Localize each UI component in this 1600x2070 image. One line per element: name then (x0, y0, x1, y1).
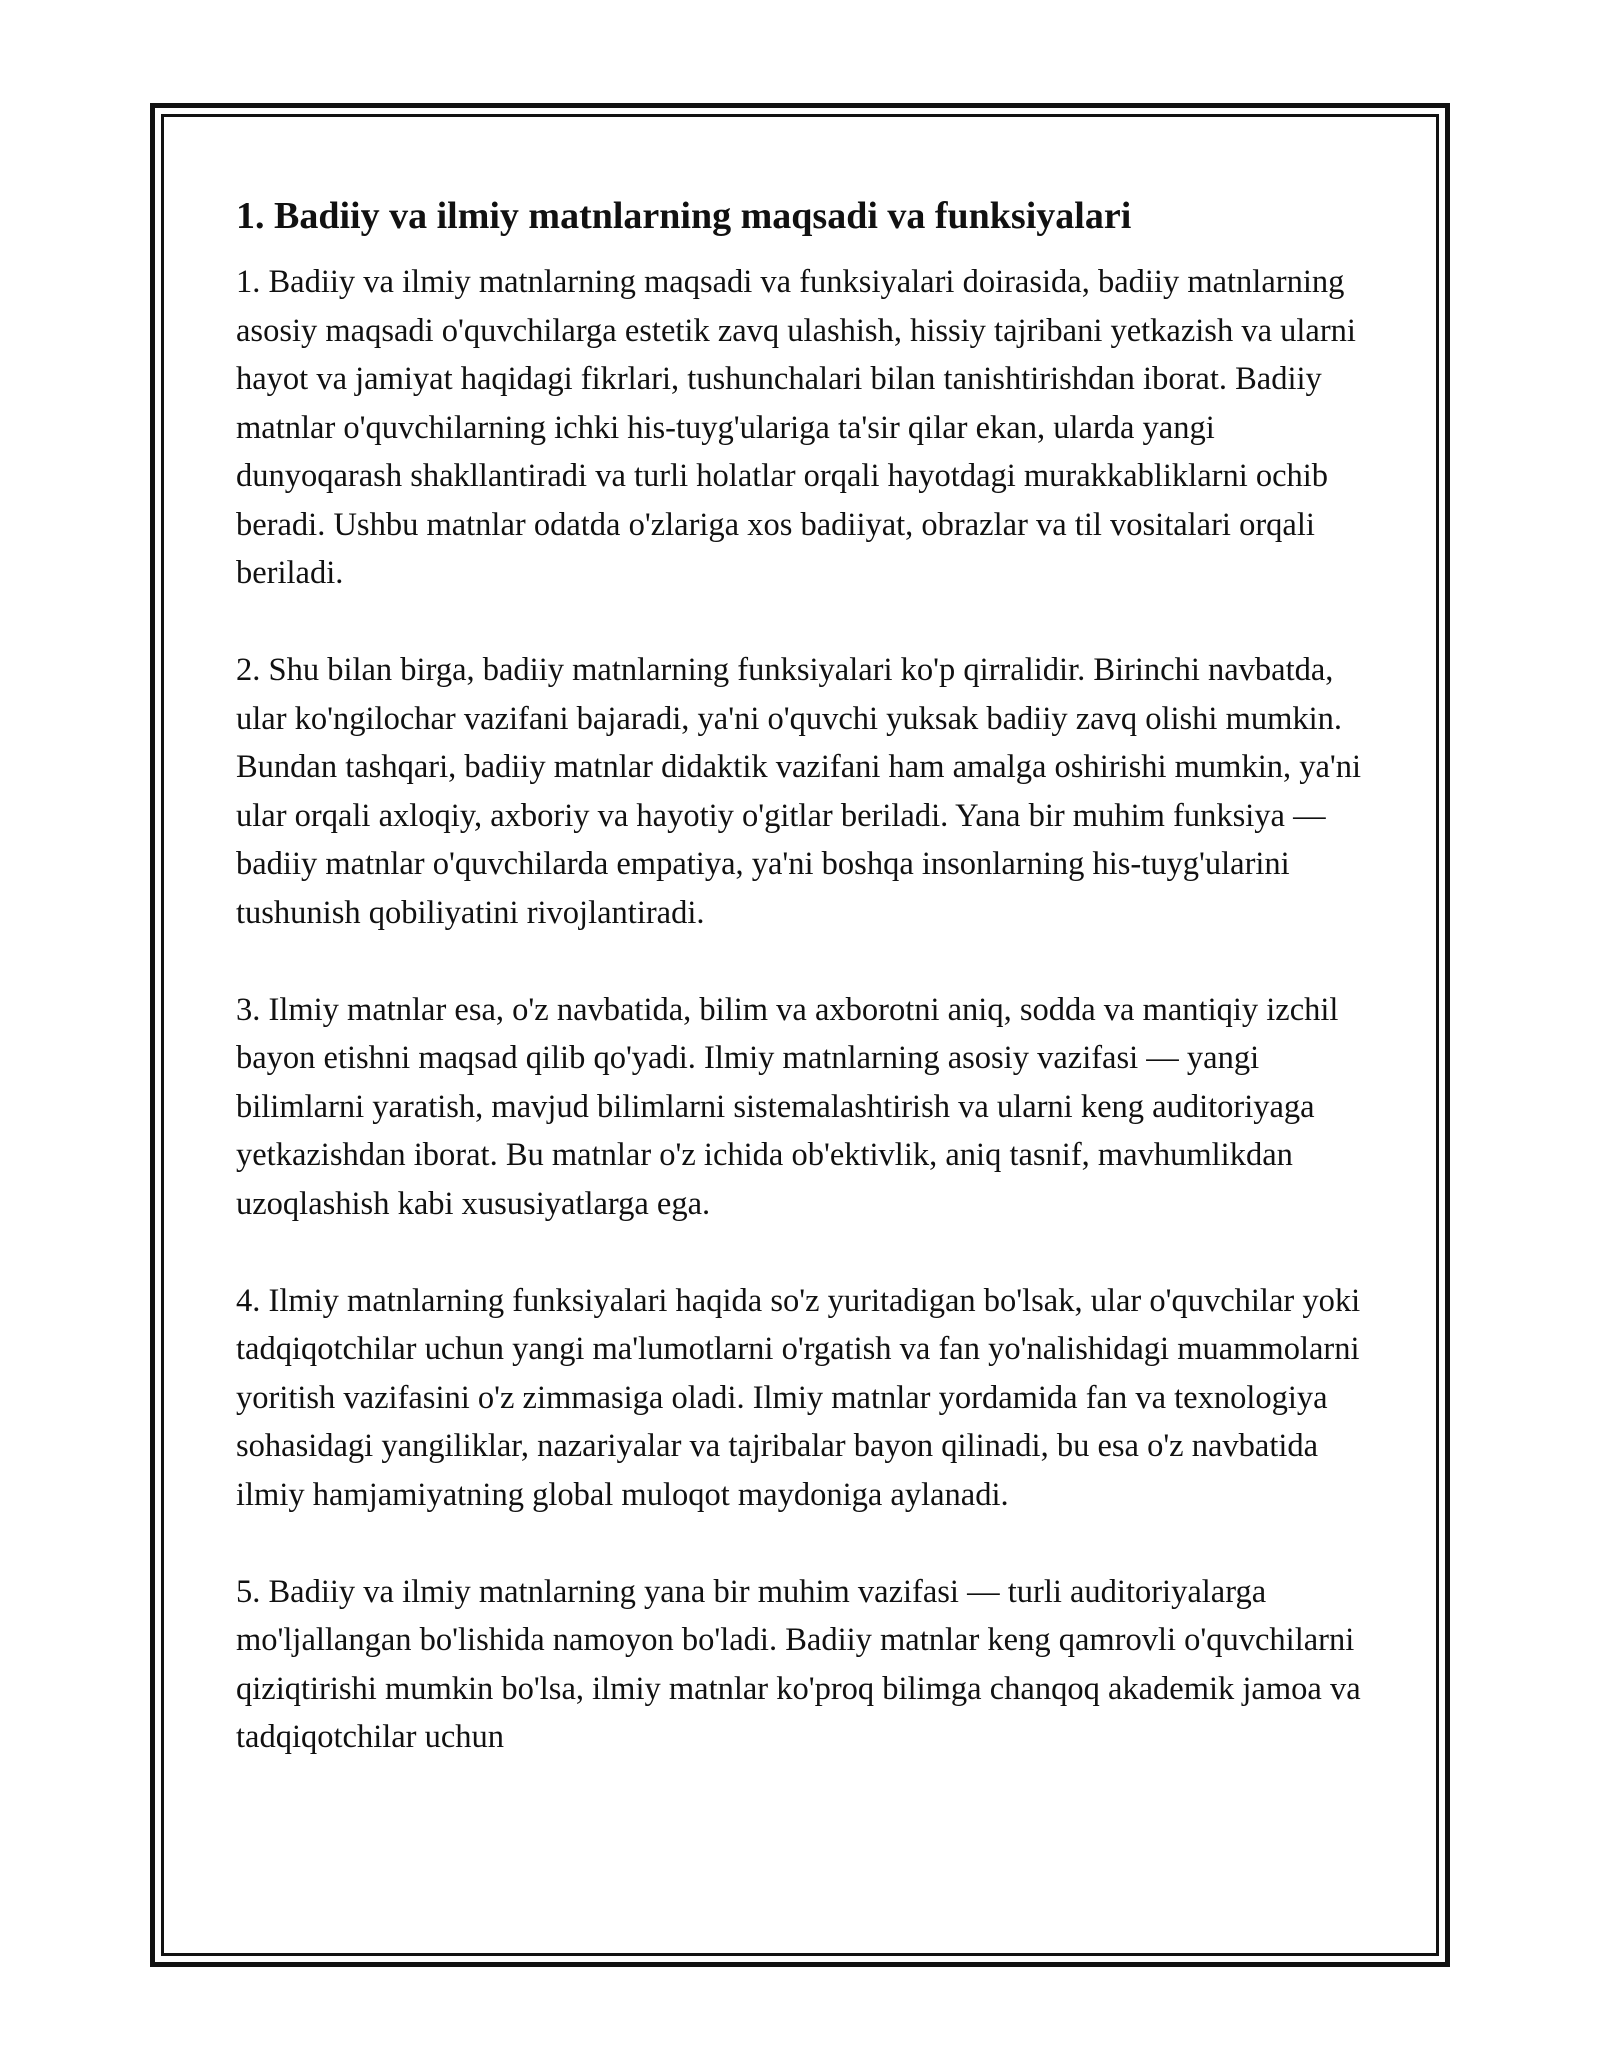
paragraph-2: 2. Shu bilan birga, badiiy matnlarning funksiyalari ko'p qirralidir. Birinchi navbatda, ular ko'ngilochar vazifani bajaradi, ya'ni o'quvchi yuksak badiiy zavq olishi mumkin. Bundan tashqari, badiiy matnlar didaktik vazifani ham amalga oshirishi mumkin, ya'ni ular orqali axloqiy, axboriy va hayotiy o'gitlar beriladi. Yana bir muhim funksiya — badiiy matnlar o'quvchilarda empatiya, ya'ni boshqa insonlarning his-tuyg'ularini tushunish qobiliyatini rivojlantiradi. (236, 652, 1362, 931)
paragraph-4: 4. Ilmiy matnlarning funksiyalari haqida so'z yuritadigan bo'lsak, ular o'quvchilar yoki tadqiqotchilar uchun yangi ma'lumotlarni o'rgatish va fan yo'nalishidagi muammolarni yoritish vazifasini o'z zimmasiga oladi. Ilmiy matnlar yordamida fan va texnologiya sohasidagi yangiliklar, nazariyalar va tajribalar bayon qilinadi, bu esa o'z navbatida ilmiy hamjamiyatning global muloqot maydoniga aylanadi. (236, 1282, 1361, 1513)
document-body (236, 188, 1376, 1762)
paragraph-5: 5. Badiiy va ilmiy matnlarning yana bir muhim vazifasi — turli auditoriyalarga mo'ljallangan bo'lishida namoyon bo'ladi. Badiiy matnlar keng qamrovli o'quvchilarni qiziqtirishi mumkin bo'lsa, ilmiy matnlar ko'proq bilimga chanqoq akademik jamoa va tadqiqotchilar uchun (236, 1573, 1361, 1755)
paragraph-3: 3. Ilmiy matnlar esa, o'z navbatida, bilim va axborotni aniq, sodda va mantiqiy izchil bayon etishni maqsad qilib qo'yadi. Ilmiy matnlarning asosiy vazifasi — yangi bilimlarni yaratish, mavjud bilimlarni sistemalashtirish va ularni keng auditoriyaga yetkazishdan iborat. Bu matnlar o'z ichida ob'ektivlik, aniq tasnif, mavhumlikdan uzoqlashish kabi xususiyatlarga ega. (236, 991, 1339, 1222)
section-heading: 1. Badiiy va ilmiy matnlarning maqsadi va funksiyalari (236, 195, 1132, 237)
paragraph-1: 1. Badiiy va ilmiy matnlarning maqsadi va funksiyalari doirasida, badiiy matnlarning asosiy maqsadi o'quvchilarga estetik zavq ulashish, hissiy tajribani yetkazish va ularni hayot va jamiyat haqidagi fikrlari, tushunchalari bilan tanishtirishdan iborat. Badiiy matnlar o'quvchilarning ichki his-tuyg'ulariga ta'sir qilar ekan, ularda yangi dunyoqarash shakllantiradi va turli holatlar orqali hayotdagi murakkabliklarni ochib beradi. Ushbu matnlar odatda o'zlariga xos badiiyat, obrazlar va til vositalari orqali beriladi. (236, 264, 1356, 591)
